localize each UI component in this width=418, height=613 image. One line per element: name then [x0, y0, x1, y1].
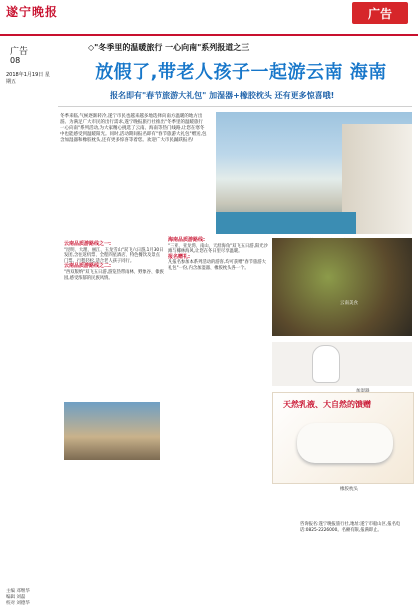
- newspaper-logo: 遂宁晚报: [6, 5, 59, 19]
- route-text: "昆明、大理、丽江、玉龙雪山"双飞六日游,1月30日发团,含往返机票、全程四星酒店、特色餐饮及景点门票。行程轻松,适合老人孩子同行。: [64, 247, 164, 264]
- resort-photo: [216, 112, 412, 234]
- section-label: 广告: [10, 47, 29, 57]
- pillow-photo: [272, 392, 414, 484]
- route-heading: 云南品质游路线之二:: [64, 263, 112, 270]
- issue-date: 2018年1月19日 星期五: [6, 72, 50, 85]
- article-column-3: [300, 522, 412, 533]
- credit-line: 主编 邓继华: [6, 589, 30, 594]
- route-text: "西双版纳"双飞五日游,游览热带雨林、野象谷、傣族园,感受浓郁的民族风情。: [64, 269, 164, 281]
- deck: 报名即有"春节旅游大礼包" 加湿器+橡胶枕头 还有更多惊喜哦!: [110, 91, 335, 100]
- photo-caption: 橡胶枕头: [340, 487, 358, 492]
- pillow-title: 天然乳液、大自然的馈赠: [283, 400, 371, 409]
- intro-text: 冬季来临,气候逐渐转冷,遂宁市民也越来越多地选择向南方温暖的地方出游。为满足广大市民的出行需求,遂宁晚报旅行社推出"冬季里的温暖旅行 一心向南"系列活动,为大家精心挑选了云南、海南等热门线路,让您在寒冬中也能感受到温暖阳光。同时,活动期间报名即有"春节旅游大礼包"赠送,包含加湿器和橡胶枕头,还有更多惊喜等着您。欢迎广大市民踊跃报名!: [60, 114, 207, 143]
- page-number: 08: [10, 56, 21, 65]
- left-info-column: [0, 34, 50, 613]
- food-photo: [272, 238, 412, 336]
- humidifier-photo: [272, 342, 412, 386]
- couple-photo: [64, 402, 160, 460]
- article-column-1: [64, 242, 164, 281]
- route-heading: 报名赠礼:: [168, 253, 190, 260]
- route-text: "三亚、亚龙湾、南山、天涯海角"双飞五日游,阳光沙滩与椰林海风,让您在冬日里尽享温暖。: [168, 243, 268, 255]
- section-tag: 广告: [352, 2, 408, 24]
- route-heading: 海南品质游路线:: [168, 237, 206, 243]
- humidifier-icon: [312, 345, 340, 383]
- divider: [58, 106, 412, 107]
- credit-line: 编辑 刘磊: [6, 595, 26, 600]
- pillow-icon: [297, 423, 393, 463]
- route-text: 凡报名参加本系列活动的游客,均可获赠"春节旅游大礼包"一份,内含加湿器、橡胶枕头各一个。: [168, 260, 266, 271]
- route-heading: 云南品质游路线之一:: [64, 241, 112, 247]
- article-column-2: [168, 238, 268, 272]
- contact-text: 咨询报名:遂宁晚报旅行社,地址:遂宁市船山区,报名电话:0825-2226000。名额有限,报满即止。: [300, 522, 401, 533]
- headline: 放假了,带老人孩子一起游云南 海南: [95, 62, 387, 83]
- masthead: [0, 0, 418, 36]
- editor-credits: [6, 589, 52, 607]
- photo-caption: 云南美食: [340, 301, 358, 306]
- pool-shape: [216, 212, 356, 234]
- credit-line: 校对 刘德华: [6, 601, 30, 606]
- series-title: ◇"冬季里的温暖旅行 一心向南"系列报道之三: [88, 43, 250, 52]
